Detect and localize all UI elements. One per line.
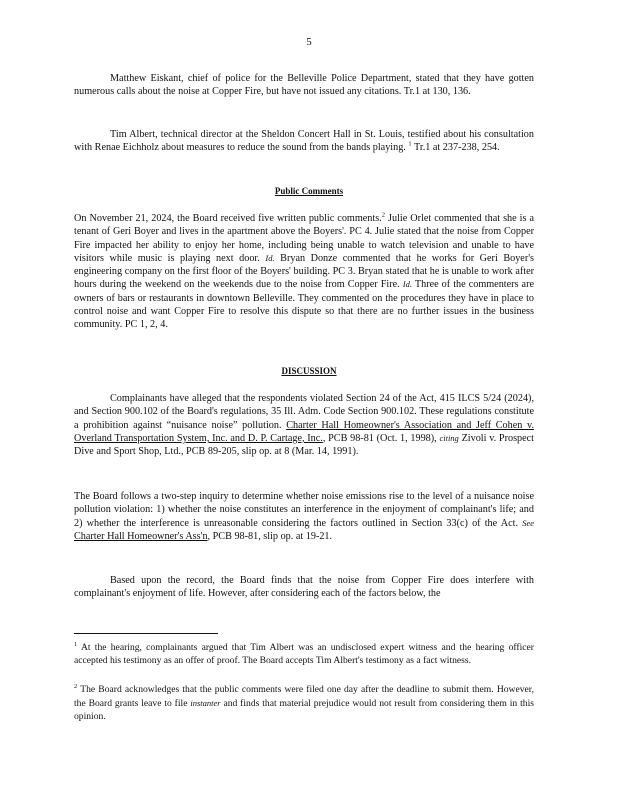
public-comments-intro: On November 21, 2024, the Board received five written public comments. [74,213,382,224]
citing-signal: citing [439,432,459,443]
footnote-2 [74,684,534,723]
owners-comment: Three of the commenters are owners of bars or restaurants in downtown Belleville. They commented on the procedures they have in place to control noise and want Copper Fire to resolve this dispute so that there are no further issues in the business community. PC 1, 2, 4. [74,279,534,331]
donze-comment: Bryan Donze commented that he works for Geri Boyer's engineering company on the first floor of the Boyers' building. PC 3. Bryan stated that he is unable to work after hours during the weekend on the weekends due to the noise from Copper Fire. [74,252,535,291]
page-number: 5 [306,36,312,48]
citation-text: Zivoli v. Prospect Dive and Sport Shop, Ltd., PCB 89-205, slip op. at 8 (Mar. 14, 1991). [74,432,535,458]
eiskant-text: Matthew Eiskant, chief of police for the Belleville Police Department, stated that they have gotten numerous calls about the noise at Copper Fire, but have not issued any citations. Tr.1 at 130, 136. [74,73,534,98]
public-comments-heading: Public Comments [274,186,344,196]
case-citation: Charter Hall Homeowner's Ass'n [74,530,208,542]
discussion-paragraph-3 [74,574,534,601]
discussion-paragraph-1 [74,392,534,458]
instanter-term: instanter [190,697,221,708]
footnote-1 [74,642,534,668]
footnote-text: At the hearing, complainants argued that Tim Albert was an undisclosed expert witness and the hearing officer accepted his testimony as an offer of proof. The Board accepts Tim Albert's testimony as a fact witness. [74,642,534,666]
see-signal: See [522,517,534,528]
discussion-text: The Board follows a two-step inquiry to determine whether noise emissions rise to the level of a nuisance noise pollution violation: 1) whether the noise constitutes an interference in the enjoyment of complainant's life; and 2) whether the interference is unreasonable considering the factors outlined in Section 33(c) of the Act. [74,491,534,529]
citation-text: , PCB 98-81 (Oct. 1, 1998), [322,432,437,444]
discussion-text: Based upon the record, the Board finds that the noise from Copper Fire does interfere with complainant's enjoyment of life. However, after considering each of the factors below, the [74,575,534,600]
footnote-divider [74,633,218,634]
footnote-text: The Board acknowledges that the public comments were filed one day after the deadline to submit them. However, the Board grants leave to file [74,684,534,709]
id-citation: Id. [265,252,275,263]
discussion-paragraph-2 [74,490,534,543]
footnote-text: and finds that material prejudice would not result from considering them in this opinion. [74,697,534,722]
public-comments-paragraph [74,212,534,332]
eiskant-paragraph [74,72,534,99]
discussion-text: Complainants have alleged that the respondents violated Section 24 of the Act, 415 ILCS 5/24 (2024), and Section 900.102 of the Board's regulations, 35 Ill. Adm. Code Section 900.102. These regulations constitute a prohibition against “nuisance noise” pollution. [74,393,534,431]
footnote-ref-2[interactable]: 2 [381,211,385,219]
albert-cite: Tr.1 at 237-238, 254. [411,142,500,154]
footnote-ref-1[interactable]: 1 [408,140,412,148]
citation-text: , PCB 98-81, slip op. at 19-21. [207,530,333,542]
footnote-mark: 2 [74,682,78,690]
footnote-mark: 1 [74,640,78,648]
orlet-comment: Julie Orlet commented that she is a tenant of Geri Boyer and lives in the apartment above the Boyers'. PC 4. Julie stated that the noise from Copper Fire impacted her ability to enjoy her home, including being unable to watch television and unable to have visitors while music is playing next door. [74,213,535,264]
discussion-heading: DISCUSSION [281,366,337,376]
albert-text: Tim Albert, technical director at the Sheldon Concert Hall in St. Louis, testified about his consultation with Renae Eichholz about measures to reduce the sound from the bands playing. [74,129,534,154]
case-citation: Charter Hall Homeowner's Association and Jeff Cohen v. Overland Transportation System, Inc. and D. P. Cartage, Inc. [74,419,535,444]
albert-paragraph [74,128,534,155]
id-citation: Id. [402,279,412,290]
